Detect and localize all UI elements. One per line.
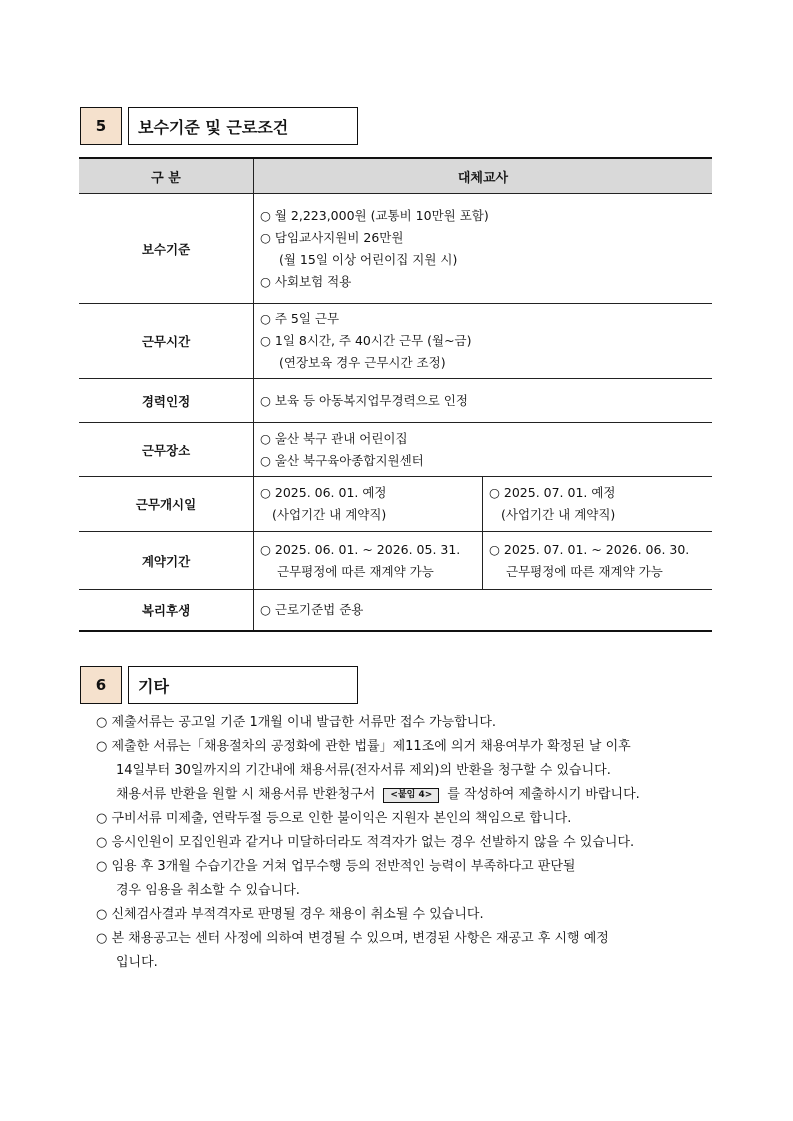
text-line: ○ 1일 8시간, 주 40시간 근무 (월~금): [260, 333, 472, 348]
list-item-continuation: 14일부터 30일까지의 기간내에 채용서류(전자서류 제외)의 반환을 청구할 수 있습니다.: [116, 763, 611, 778]
notes-list: [96, 711, 716, 975]
text-line: (사업기간 내 계약직): [501, 507, 616, 522]
text-line: 근무평정에 따른 재계약 가능: [506, 563, 663, 579]
column-header: 구 분: [79, 158, 254, 194]
text-line: (연장보육 경우 근무시간 조정): [279, 355, 446, 370]
list-item: ○ 본 채용공고는 센터 사정에 의하여 변경될 수 있으며, 변경된 사항은 재공고 후 시행 예정: [96, 931, 609, 946]
text-segment: 를 작성하여 제출하시기 바랍니다.: [447, 787, 640, 802]
text-line: (월 15일 이상 어린이집 지원 시): [279, 251, 458, 267]
text-line: ○ 2025. 06. 01. ~ 2026. 05. 31.: [260, 541, 461, 557]
table-row: [79, 423, 712, 477]
text-line: ○ 울산 북구 관내 어린이집: [260, 430, 408, 446]
text-line: ○ 보육 등 아동복지업무경력으로 인정: [260, 392, 468, 408]
row-content: [254, 590, 713, 631]
row-label: 계약기간: [79, 532, 254, 590]
row-label: 경력인정: [79, 379, 254, 423]
row-content: [483, 532, 713, 590]
section-title: 기타: [128, 666, 358, 704]
text-line: ○ 담임교사지원비 26만원: [260, 229, 404, 245]
row-content: [254, 477, 483, 532]
table-row: [79, 590, 712, 631]
conditions-table: [79, 157, 712, 632]
list-item-continuation: [96, 783, 716, 807]
column-header: 대체교사: [254, 158, 713, 194]
table-header-row: [79, 158, 712, 194]
text-line: ○ 2025. 07. 01. 예정: [489, 485, 616, 500]
list-item: ○ 구비서류 미제출, 연락두절 등으로 인한 불이익은 지원자 본인의 책임으로 합니다.: [96, 811, 572, 826]
text-line: ○ 2025. 06. 01. 예정: [260, 485, 387, 500]
section-number: 5: [80, 107, 122, 145]
row-label: 보수기준: [79, 194, 254, 304]
section-5-header: [80, 107, 358, 145]
list-item: ○ 응시인원이 모집인원과 같거나 미달하더라도 적격자가 없는 경우 선발하지 않을 수 있습니다.: [96, 835, 635, 850]
text-line: ○ 근로기준법 준용: [260, 601, 364, 617]
text-segment: 채용서류 반환을 원할 시 채용서류 반환청구서: [116, 787, 376, 802]
attachment-badge: <붙임 4>: [383, 788, 439, 803]
table-row: [79, 477, 712, 532]
row-content: [483, 477, 713, 532]
table-row: [79, 194, 712, 304]
list-item: ○ 임용 후 3개월 수습기간을 거쳐 업무수행 등의 전반적인 능력이 부족하다고 판단될: [96, 859, 576, 874]
section-number: 6: [80, 666, 122, 704]
text-line: ○ 사회보험 적용: [260, 273, 352, 289]
section-title: 보수기준 및 근로조건: [128, 107, 358, 145]
row-content: [254, 379, 713, 423]
text-line: (사업기간 내 계약직): [272, 507, 387, 522]
text-line: ○ 월 2,223,000원 (교통비 10만원 포함): [260, 207, 489, 223]
text-line: ○ 주 5일 근무: [260, 311, 340, 326]
row-content: [254, 194, 713, 304]
row-content: [254, 304, 713, 379]
row-content: [254, 423, 713, 477]
table-row: [79, 379, 712, 423]
row-content: [254, 532, 483, 590]
row-label: 근무시간: [79, 304, 254, 379]
list-item: ○ 제출한 서류는「채용절차의 공정화에 관한 법률」제11조에 의거 채용여부가 확정된 날 이후: [96, 739, 631, 754]
row-label: 근무장소: [79, 423, 254, 477]
section-6-header: [80, 666, 358, 704]
text-line: ○ 2025. 07. 01. ~ 2026. 06. 30.: [489, 541, 690, 557]
table-row: [79, 532, 712, 590]
list-item: ○ 신체검사결과 부적격자로 판명될 경우 채용이 취소될 수 있습니다.: [96, 907, 484, 922]
list-item: ○ 제출서류는 공고일 기준 1개월 이내 발급한 서류만 접수 가능합니다.: [96, 715, 497, 730]
list-item-continuation: 경우 임용을 취소할 수 있습니다.: [116, 883, 300, 898]
table-row: [79, 304, 712, 379]
row-label: 근무개시일: [79, 477, 254, 532]
row-label: 복리후생: [79, 590, 254, 631]
text-line: ○ 울산 북구육아종합지원센터: [260, 452, 424, 468]
list-item-continuation: 입니다.: [116, 955, 158, 970]
text-line: 근무평정에 따른 재계약 가능: [277, 563, 434, 579]
